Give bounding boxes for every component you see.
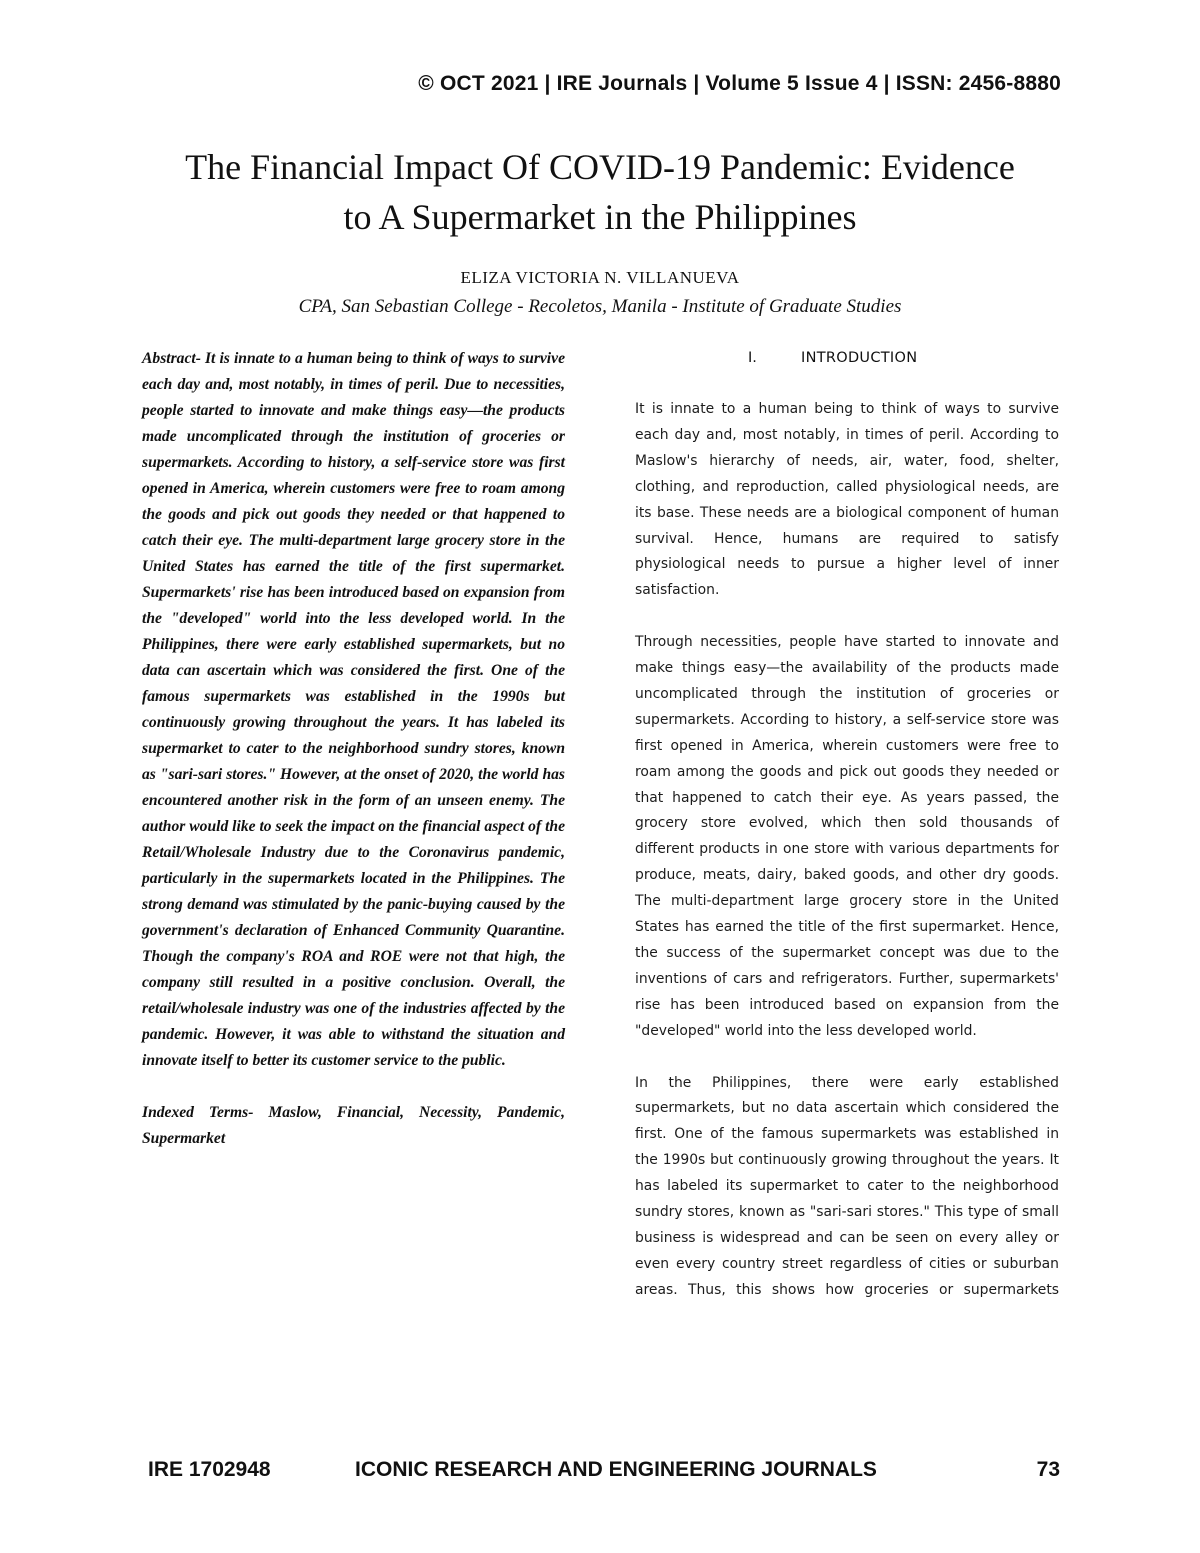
- body-paragraph: Through necessities, people have started to innovate and make things easy—the availability of the products made uncomplicated through the institution of groceries or supermarkets. According to history, a self-service store was first opened in America, wherein customers were free to roam among the goods and pick out goods they needed or that happened to catch their eye. As years passed, the grocery store evolved, which then sold thousands of different products in one store with various departments for produce, meats, dairy, baked goods, and other dry goods. The multi-department large grocery store in the United States has earned the title of the first supermarket. Hence, the success of the supermarket concept was due to the inventions of cars and refrigerators. Further, supermarkets' rise has been introduced based on expansion from the "developed" world into the less developed world.: [635, 634, 1059, 1039]
- body-paragraph: It is innate to a human being to think of ways to survive each day and, most notably, in times of peril. According to Maslow's hierarchy of needs, air, water, food, shelter, clothing, and reproduction, called physiological needs, are its base. These needs are a biological component of human survival. Hence, humans are required to satisfy physiological needs to pursue a higher level of inner satisfaction.: [635, 401, 1059, 599]
- body-paragraph: In the Philippines, there were early established supermarkets, but no data ascertain which considered the first. One of the famous supermarkets was established in the 1990s but continuously growing throughout the years. It has labeled its supermarket to cater to the neighborhood sundry stores, known as "sari-sari stores." This type of small business is widespread and can be seen on every alley or even every country street regardless of cities or suburban areas. Thus, this shows how groceries or supermarkets: [635, 1074, 1059, 1298]
- abstract-column: [142, 346, 565, 1152]
- page-number: 73: [1036, 1458, 1060, 1481]
- introduction-column: [635, 397, 1059, 1304]
- abstract-text: Abstract- It is innate to a human being to think of ways to survive each day and, most notably, in times of peril. Due to necessities, people started to innovate and make things easy—the products made uncomplicated through the institution of groceries or supermarkets. According to history, a self-service store was first opened in America, wherein customers were free to roam among the goods and pick out goods they needed or that happened to catch their eye. The multi-department large grocery store in the United States has earned the title of the first supermarket. Supermarkets' rise has been introduced based on expansion from the "developed" world into the less developed world. In the Philippines, there were early established supermarkets, but no data can ascertain which was considered the first. One of the famous supermarkets was established in the 1990s but continuously growing throughout the years. It has labeled its supermarket to cater to the neighborhood sundry stores, known as "sari-sari stores." However, at the onset of 2020, the world has encountered another risk in the form of an unseen enemy. The author would like to seek the impact on the financial aspect of the Retail/Wholesale Industry due to the Coronavirus pandemic, particularly in the supermarkets located in the Philippines. The strong demand was stimulated by the panic-buying caused by the government's declaration of Enhanced Community Quarantine. Though the company's ROA and ROE were not that high, the company still resulted in a positive conclusion. Overall, the retail/wholesale industry was one of the industries affected by the pandemic. However, it was able to withstand the situation and innovate itself to better its customer service to the public.: [142, 350, 565, 1069]
- paper-title-line-1: The Financial Impact Of COVID-19 Pandemic: Evidence: [185, 147, 1015, 187]
- author-affiliation: CPA, San Sebastian College - Recoletos, Manila - Institute of Graduate Studies: [298, 296, 902, 317]
- paper-title: [100, 142, 1100, 242]
- footer-article-id: IRE 1702948: [148, 1458, 271, 1481]
- author-name: ELIZA VICTORIA N. VILLANUEVA: [460, 268, 740, 287]
- page-footer: [148, 1458, 1060, 1486]
- footer-journal-name: ICONIC RESEARCH AND ENGINEERING JOURNALS: [355, 1458, 877, 1481]
- section-title: INTRODUCTION: [801, 350, 918, 366]
- index-terms: Indexed Terms- Maslow, Financial, Necessity, Pandemic, Supermarket: [142, 1104, 565, 1147]
- section-number: I.: [748, 350, 757, 366]
- running-head: © OCT 2021 | IRE Journals | Volume 5 Issue 4 | ISSN: 2456-8880: [418, 72, 1061, 95]
- paper-title-line-2: to A Supermarket in the Philippines: [343, 197, 857, 237]
